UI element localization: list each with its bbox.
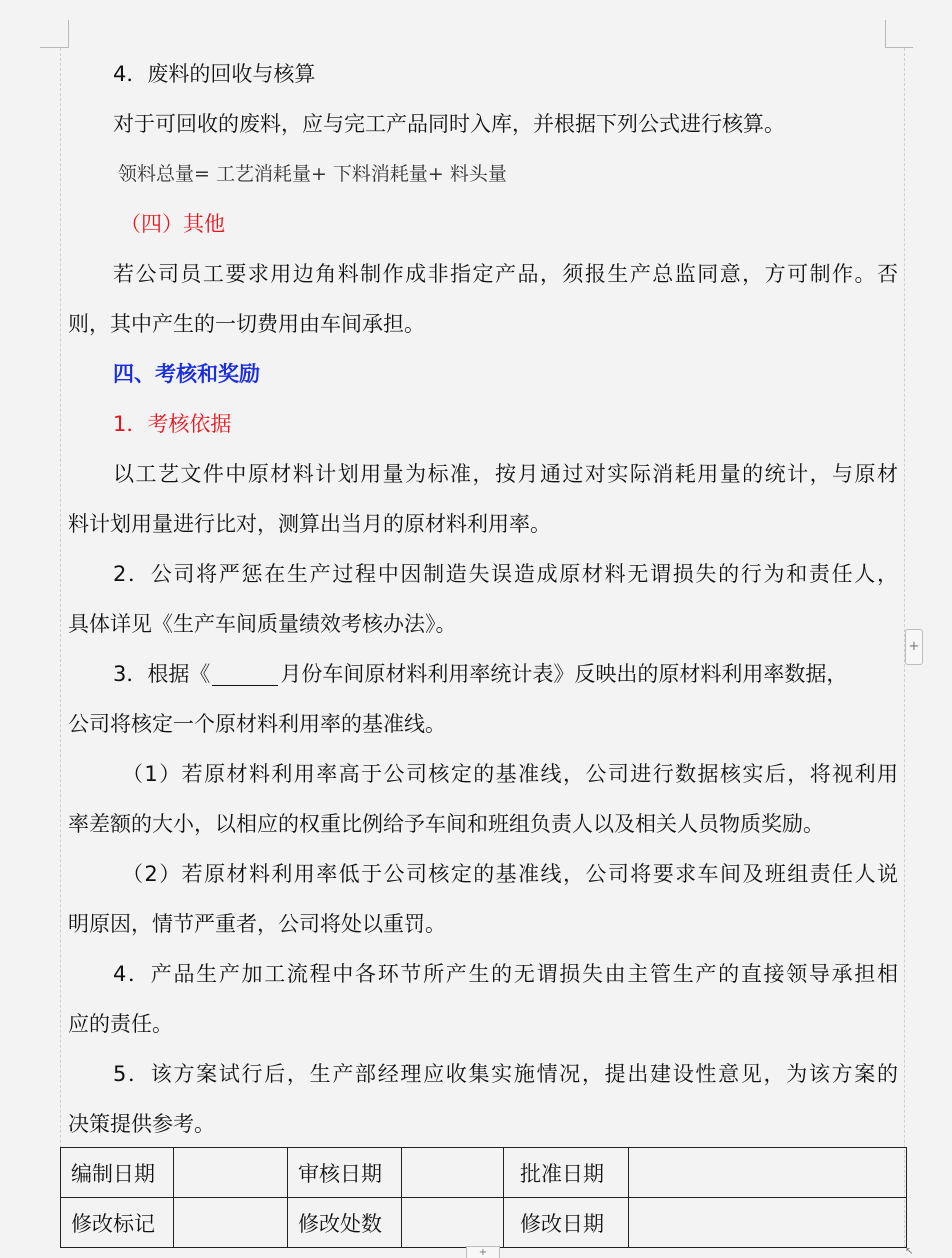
formula-line: 领料总量= 工艺消耗量+ 下料消耗量+ 料头量: [118, 163, 507, 185]
table-cell-value[interactable]: [174, 1148, 288, 1198]
paragraph-line: 公司将核定一个原材料利用率的基准线。: [68, 712, 446, 736]
chapter-heading-assessment: 四、考核和奖励: [113, 362, 260, 386]
table-row: [61, 1198, 907, 1248]
section-heading-basis: 1．考核依据: [113, 412, 232, 436]
paragraph-line: 2．公司将严惩在生产过程中因制造失误造成原材料无谓损失的行为和责任人，: [113, 562, 898, 586]
crop-mark-top-left-v: [68, 20, 69, 48]
table-cell-value[interactable]: [402, 1198, 504, 1248]
paragraph-line-with-blank: [113, 662, 898, 686]
paragraph-line: 料计划用量进行比对，测算出当月的原材料利用率。: [68, 512, 551, 536]
signoff-table: [60, 1147, 907, 1248]
table-cell-label: 审核日期: [288, 1148, 402, 1198]
table-cell-label: 修改日期: [504, 1198, 629, 1248]
table-row: [61, 1148, 907, 1198]
table-cell-value[interactable]: [629, 1198, 907, 1248]
paragraph-line: 率差额的大小，以相应的权重比例给予车间和班组负责人以及相关人员物质奖励。: [68, 812, 824, 836]
add-column-handle[interactable]: +: [905, 629, 923, 665]
paragraph-line: 则，其中产生的一切费用由车间承担。: [68, 312, 425, 336]
table-cell-label: 修改标记: [61, 1198, 174, 1248]
paragraph-text-after-blank: 月份车间原材料利用率统计表》反映出的原材料利用率数据，: [280, 662, 848, 686]
paragraph-line: （1）若原材料利用率高于公司核定的基准线，公司进行数据核实后，将视利用: [122, 762, 898, 786]
paragraph-line: 若公司员工要求用边角料制作成非指定产品，须报生产总监同意，方可制作。否: [113, 262, 898, 286]
paragraph-line: 4．产品生产加工流程中各环节所产生的无谓损失由主管生产的直接领导承担相: [113, 962, 898, 986]
table-cell-label: 修改处数: [288, 1198, 402, 1248]
crop-mark-top-right-v: [885, 20, 886, 48]
section-heading-other: （四）其他: [120, 212, 225, 236]
paragraph-line: 具体详见《生产车间质量绩效考核办法》。: [68, 612, 457, 636]
table-cell-label: 批准日期: [504, 1148, 629, 1198]
add-row-handle[interactable]: +: [466, 1246, 500, 1258]
paragraph-line: 对于可回收的废料，应与完工产品同时入库，并根据下列公式进行核算。: [113, 112, 785, 136]
fill-in-blank: [212, 665, 278, 686]
paragraph-line: 以工艺文件中原材料计划用量为标准，按月通过对实际消耗用量的统计，与原材: [113, 462, 898, 486]
table-cell-label: 编制日期: [61, 1148, 174, 1198]
table-cell-value[interactable]: [402, 1148, 504, 1198]
section-heading-waste-recycling: 4．废料的回收与核算: [113, 62, 316, 86]
paragraph-line: 应的责任。: [68, 1012, 173, 1036]
resize-corner-icon[interactable]: ↖: [905, 1246, 914, 1257]
paragraph-line: 5．该方案试行后，生产部经理应收集实施情况，提出建设性意见，为该方案的: [113, 1062, 898, 1086]
table-cell-value[interactable]: [629, 1148, 907, 1198]
table-cell-value[interactable]: [174, 1198, 288, 1248]
paragraph-text-before-blank: 3．根据《: [113, 662, 211, 686]
paragraph-line: （2）若原材料利用率低于公司核定的基准线，公司将要求车间及班组责任人说: [122, 862, 898, 886]
paragraph-line: 明原因，情节严重者，公司将处以重罚。: [68, 912, 446, 936]
paragraph-line: 决策提供参考。: [68, 1112, 215, 1136]
